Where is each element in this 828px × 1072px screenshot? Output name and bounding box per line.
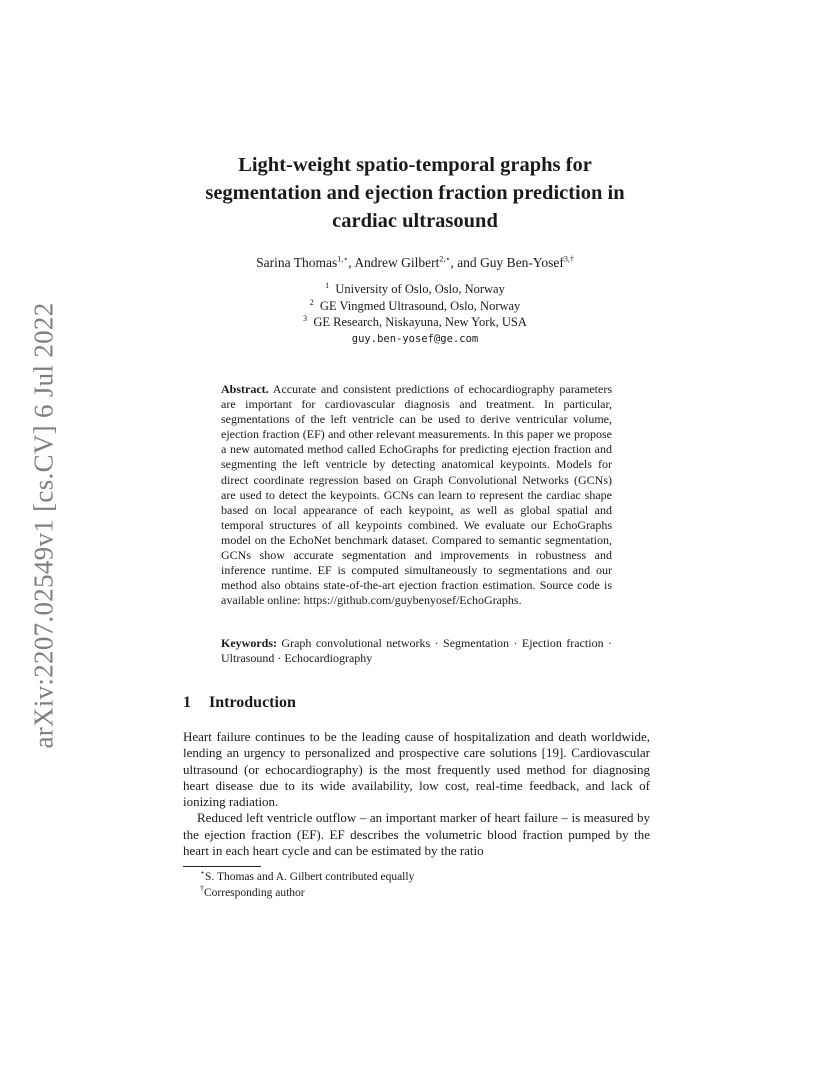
section-title: Introduction bbox=[209, 694, 296, 711]
author-affiliation-mark: 1,⋆ bbox=[337, 254, 349, 264]
footnote-text: Corresponding author bbox=[204, 886, 305, 899]
author-name: Sarina Thomas bbox=[256, 255, 338, 270]
author-name: Guy Ben-Yosef bbox=[480, 255, 564, 270]
arxiv-identifier bbox=[24, 300, 64, 750]
footnotes bbox=[200, 870, 414, 901]
author-list bbox=[150, 255, 680, 271]
keywords bbox=[221, 636, 612, 666]
arxiv-id-text: arXiv:2207.02549v1 [cs.CV] 6 Jul 2022 bbox=[28, 301, 59, 749]
affiliation-text: GE Research, Niskayuna, New York, USA bbox=[313, 315, 527, 329]
title-line-1: Light-weight spatio-temporal graphs for bbox=[238, 154, 592, 176]
footnote-rule bbox=[183, 866, 261, 867]
affiliation-number: 2 bbox=[309, 297, 314, 307]
keywords-text: Graph convolutional networks · Segmentation · Ejection fraction · Ultrasound · Echocardiography bbox=[221, 636, 612, 666]
paragraph: Heart failure continues to be the leading cause of hospitalization and death worldwide, lending an urgency to personalized and prospective care solutions [19]. Cardiovascular ultrasound (or echocardiography) is the most frequently used method for diagnosing heart disease due to its wide availability, low cost, real-time feedback, and lack of ionizing radiation. bbox=[183, 729, 650, 810]
introduction-body bbox=[183, 729, 650, 859]
abstract-text: Accurate and consistent predictions of echocardiography parameters are important for cardiovascular diagnosis and treatment. In particular, segmentations of the left ventricle can be used to derive ventricular volume, ejection fraction (EF) and other relevant measurements. In this paper we propose a new automated method called EchoGraphs for predicting ejection fraction and segmenting the left ventricle by detecting anatomical keypoints. Models for direct coordinate regression based on Graph Convolutional Networks (GCNs) are used to detect the keypoints. GCNs can learn to represent the cardiac shape based on local appearance of each keypoint, as well as global spatial and temporal structures of all keypoints combined. We evaluate our EchoGraphs model on the EchoNet benchmark dataset. Compared to semantic segmentation, GCNs show accurate segmentation and improvements in robustness and inference runtime. EF is computed simultaneously to segmentations and our method also obtains state-of-the-art ejection fraction estimation. Source code is available online: https://github.com/guybenyosef/EchoGraphs. bbox=[221, 382, 612, 608]
contact-email: guy.ben-yosef@ge.com bbox=[351, 332, 479, 345]
affiliation-number: 1 bbox=[325, 280, 330, 290]
section-number: 1 bbox=[183, 694, 191, 711]
affiliation-text: University of Oslo, Oslo, Norway bbox=[335, 282, 505, 296]
paper-title bbox=[150, 151, 680, 235]
abstract-label: Abstract. bbox=[221, 382, 269, 396]
footnote-mark: ⋆ bbox=[200, 868, 206, 878]
footnote bbox=[200, 883, 414, 902]
keywords-label: Keywords: bbox=[221, 636, 277, 650]
footnote-text: S. Thomas and A. Gilbert contributed equally bbox=[205, 871, 415, 883]
affiliation-number: 3 bbox=[303, 313, 308, 323]
author-affiliation-mark: 2,⋆ bbox=[439, 254, 451, 264]
abstract bbox=[221, 382, 612, 608]
affiliation-line bbox=[150, 281, 680, 298]
title-line-3: cardiac ultrasound bbox=[332, 210, 498, 232]
section-heading bbox=[183, 694, 296, 712]
footnote-mark: † bbox=[200, 883, 204, 893]
title-line-2: segmentation and ejection fraction prediction in bbox=[205, 182, 625, 204]
affiliations bbox=[150, 281, 680, 347]
author-separator: , and bbox=[450, 255, 481, 270]
paragraph: Reduced left ventricle outflow – an important marker of heart failure – is measured by the ejection fraction (EF). EF describes the volumetric blood fraction pumped by the heart in each heart cycle and can be estimated by the ratio bbox=[183, 810, 650, 859]
author-separator: , bbox=[348, 255, 355, 270]
author-name: Andrew Gilbert bbox=[354, 255, 440, 270]
affiliation-line bbox=[150, 314, 680, 331]
affiliation-text: GE Vingmed Ultrasound, Oslo, Norway bbox=[319, 298, 521, 313]
author-affiliation-mark: 3,† bbox=[563, 254, 574, 264]
affiliation-line bbox=[150, 298, 680, 315]
footnote bbox=[200, 870, 414, 886]
